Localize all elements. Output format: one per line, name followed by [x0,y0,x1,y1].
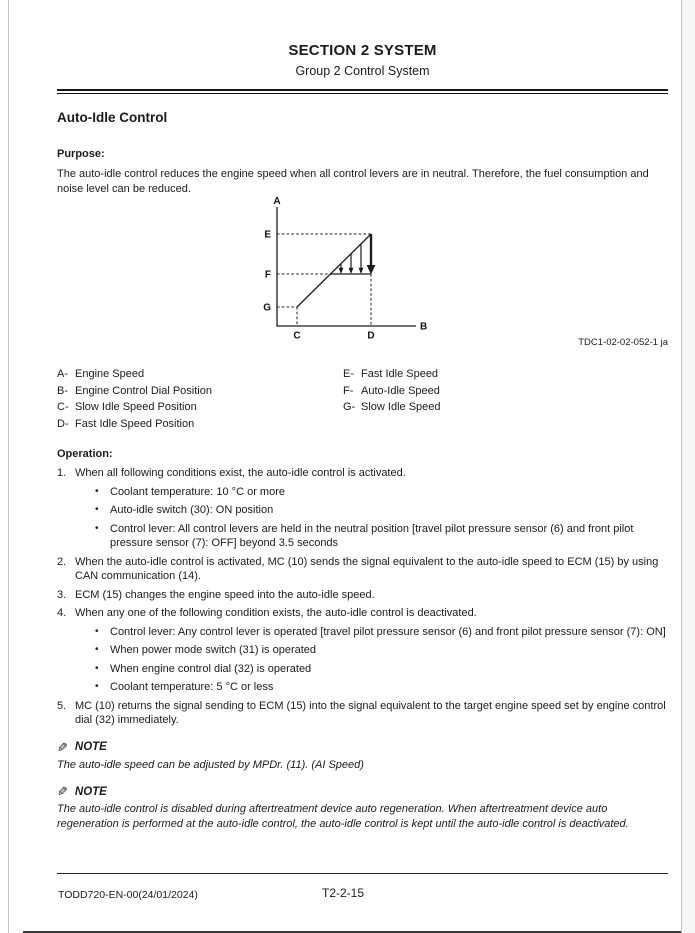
bullet-icon: • [95,522,99,534]
note-heading [57,741,668,754]
note-label: NOTE [74,785,107,798]
bullet-icon: • [95,662,99,674]
condition-bullet: • Control lever: All control levers are held in the neutral position [travel pilot pressure sensor (6) and front pilot pressure sensor (7): OFF] beyond 3.5 seconds [95,522,634,549]
condition-bullet: • When power mode switch (31) is operated [95,644,317,656]
note-block [57,785,668,831]
purpose-heading: Purpose: [57,148,105,160]
legend-item: E- Fast Idle Speed [343,368,439,380]
operation-step: 4. When any one of the following condition exists, the auto-idle control is deactivated. [57,607,477,619]
label-b: B [420,321,428,333]
legend-item: B- Engine Control Dial Position [57,384,212,397]
page-right-border [681,0,695,933]
operation-step: 5. MC (10) returns the signal sending to ECM (15) into the signal equivalent to the target engine speed set by engine control dial (32) immediately. [57,699,666,726]
operation-step: 2. When the auto-idle control is activated, MC (10) sends the signal equivalent to the auto-idle speed to ECM (15) by using CAN communication (14). [57,555,659,582]
header-divider [57,89,668,94]
condition-bullet: • Auto-idle switch (30): ON position [95,504,274,516]
note-block [57,741,668,773]
page-content [57,0,668,831]
condition-bullet: • Coolant temperature: 10 °C or more [95,485,285,498]
footer-divider [57,873,668,874]
label-c: C [293,330,301,341]
legend-item: G- Slow Idle Speed [343,401,441,413]
pencil-icon: ✎ [57,784,68,799]
condition-bullet: • Control lever: Any control lever is operated [travel pilot pressure sensor (6) and front pilot pressure sensor (7): ON] [95,625,666,638]
drop-arrow-1-head [339,268,344,274]
page-title: Auto-Idle Control [57,110,168,125]
legend-left-column [57,366,343,432]
section-title: SECTION 2 SYSTEM [288,42,437,59]
note-label: NOTE [74,741,107,753]
bullet-icon: • [95,485,99,497]
bullet-icon: • [95,625,99,637]
bullet-icon: • [95,504,99,515]
group-title: Group 2 Control System [295,64,430,78]
legend-item: A- Engine Speed [57,368,145,380]
drop-arrow-3-head [359,268,364,274]
operation-step: 1. When all following conditions exist, the auto-idle control is activated. [57,467,406,479]
operation-steps [57,466,668,728]
page-number: T2-2-15 [322,886,365,900]
page-left-border [8,0,9,933]
purpose-text: The auto-idle control reduces the engine speed when all control levers are in neutral. Therefore, the fuel consumption and noise level can be reduced. [57,168,649,195]
bullet-icon: • [95,644,99,655]
legend-item: D- Fast Idle Speed Position [57,417,195,430]
label-a: A [273,197,281,207]
note-text: The auto-idle speed can be adjusted by MPDr. (11). (AI Speed) [57,758,364,771]
note-heading [57,785,668,798]
note-text: The auto-idle control is disabled during aftertreatment device auto regeneration. When aftertreatment device auto regeneration is performed at the auto-idle control, the auto-idle control is kept until the auto-idle control is deactivated. [57,803,629,830]
condition-bullet: • When engine control dial (32) is operated [95,662,312,675]
drop-arrow-main-head [367,265,376,275]
figure-reference: TDC1-02-02-052-1 ja [578,337,668,348]
bullet-icon: • [95,681,99,692]
auto-idle-diagram [260,197,432,341]
condition-bullet: • Coolant temperature: 5 °C or less [95,681,274,693]
legend-right-column [343,366,441,432]
pencil-icon: ✎ [57,739,68,755]
drop-arrow-2-head [349,268,354,274]
label-e: E [264,229,271,241]
engine-speed-chart [260,197,432,341]
document-code: TODD720-EN-00(24/01/2024) [58,889,198,901]
operation-step: 3. ECM (15) changes the engine speed into the auto-idle speed. [57,588,375,601]
label-g: G [263,302,271,314]
label-d: D [367,330,375,341]
operation-heading: Operation: [57,448,113,460]
legend-item: C- Slow Idle Speed Position [57,401,197,413]
legend-item: F- Auto-Idle Speed [343,384,440,397]
label-f: F [264,269,271,281]
figure-legend [57,366,668,432]
